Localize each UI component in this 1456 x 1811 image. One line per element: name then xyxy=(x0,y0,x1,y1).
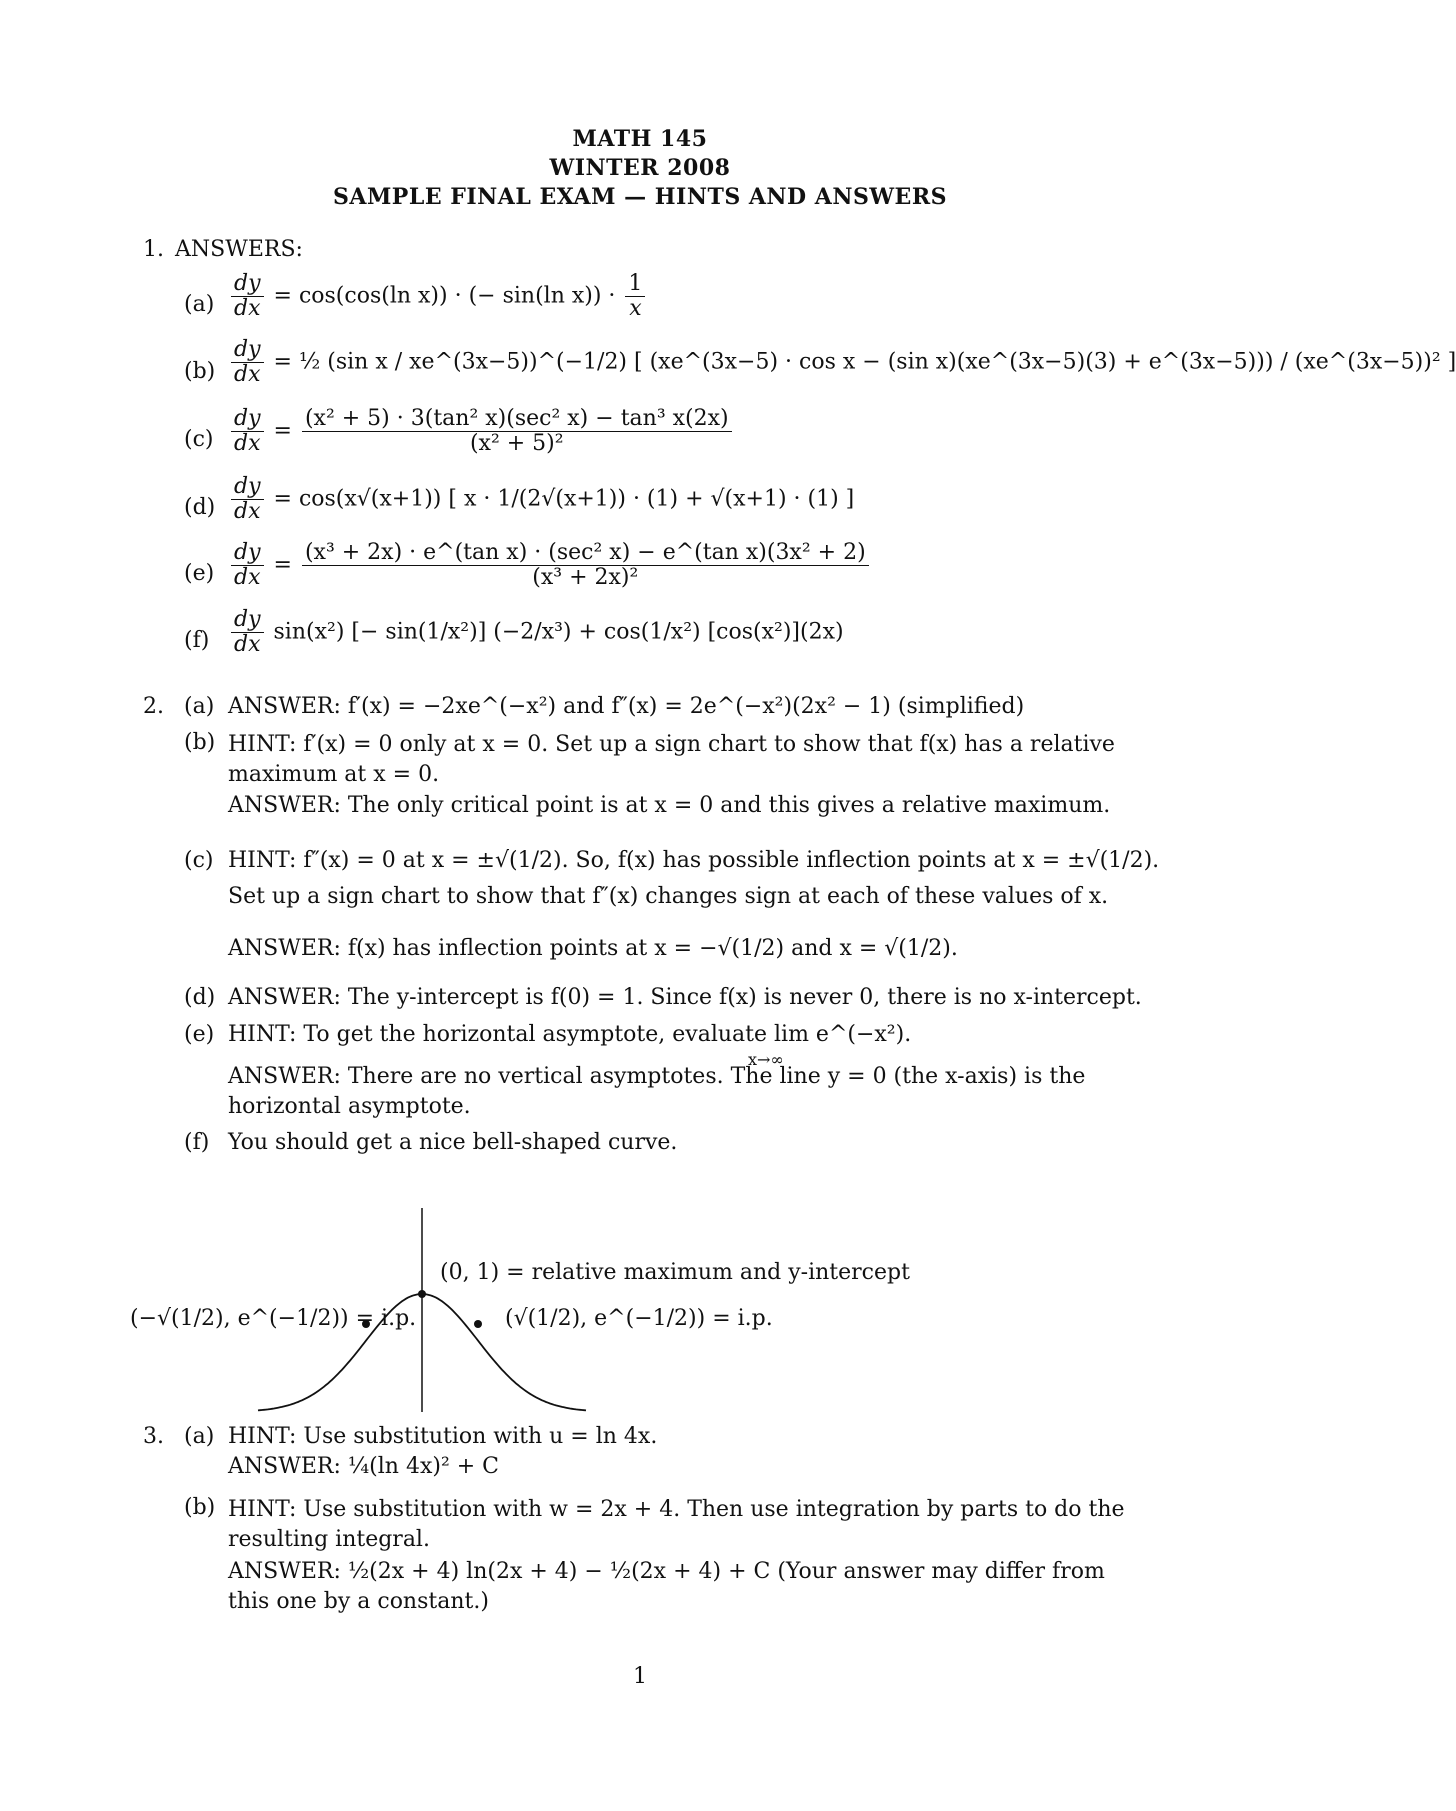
q3b-label: (b) xyxy=(184,1495,216,1520)
q1c-den: (x² + 5)² xyxy=(469,431,564,457)
q1f-label: (f) xyxy=(184,628,210,653)
q2c-label: (c) xyxy=(184,848,214,873)
q2b-answer: ANSWER: The only critical point is at x = 0 and this gives a relative maximum. xyxy=(228,793,1111,818)
page-number: 1 xyxy=(633,1664,647,1689)
right-inflection-point xyxy=(474,1320,482,1328)
q1b-rhs: = ½ (sin x / xe^(3x−5))^(−1/2) [ (xe^(3x−5) · cos x − (sin x)(xe^(3x−5)(3) + e^(3x−5))) / (xe^(3x−5))² ] xyxy=(273,349,1456,375)
left-ip-label: (−√(1/2), e^(−1/2)) = i.p. xyxy=(130,1306,417,1331)
q1d-equation: $\frac{dy}{dx}$ = cos(x√(x+1)) [ x · 1/(2√(x+1)) · (1) + √(x+1) · (1) ] xyxy=(228,475,854,524)
q1d-label: (d) xyxy=(184,495,216,520)
right-ip-label: (√(1/2), e^(−1/2)) = i.p. xyxy=(505,1306,773,1331)
q1c-equation: $\frac{dy}{dx}$ = $\frac{\text{(x² + 5) · 3(tan² x)(sec² x) − tan³ x(2x)}}{\text{(x² + 5)²}}$ xyxy=(228,407,735,456)
q3a-answer: ANSWER: ¼(ln 4x)² + C xyxy=(228,1454,500,1479)
q2d-answer: ANSWER: The y-intercept is f(0) = 1. Since f(x) is never 0, there is no x-intercept. xyxy=(228,985,1142,1010)
q1a-frac-den: x xyxy=(629,296,642,322)
q2e-limit-subscript: x→∞ xyxy=(748,1050,784,1069)
q2e-answer: ANSWER: There are no vertical asymptotes. The line y = 0 (the x-axis) is the horizontal asymptote. xyxy=(228,1064,1086,1119)
exam-title: SAMPLE FINAL EXAM — HINTS AND ANSWERS xyxy=(333,184,947,210)
max-point xyxy=(418,1290,426,1298)
q1a-label: (a) xyxy=(184,292,215,317)
q1a-frac-num: 1 xyxy=(625,272,645,297)
q1e-label: (e) xyxy=(184,561,215,586)
q1d-rhs: = cos(x√(x+1)) [ x · 1/(2√(x+1)) · (1) + √(x+1) · (1) ] xyxy=(273,486,855,512)
q1-heading: ANSWERS: xyxy=(175,237,303,262)
q3a-label: (a) xyxy=(184,1424,215,1449)
q1e-num: (x³ + 2x) · e^(tan x) · (sec² x) − e^(tan x)(3x² + 2) xyxy=(302,541,869,566)
dy: dy xyxy=(231,272,264,297)
q2b-hint: HINT: f′(x) = 0 only at x = 0. Set up a sign chart to show that f(x) has a relative maximum at x = 0. xyxy=(228,732,1115,787)
term-title: WINTER 2008 xyxy=(549,155,731,181)
max-label: (0, 1) = relative maximum and y-intercept xyxy=(440,1260,910,1285)
course-title: MATH 145 xyxy=(572,126,708,152)
q1b-equation: $\frac{dy}{dx}$ = ½ (sin x / xe^(3x−5))^(−1/2) [ (xe^(3x−5) · cos x − (sin x)(xe^(3x−5)(3) + e^(3x−5))) / (xe^(3x−5))² ] xyxy=(228,338,1456,387)
q1f-equation: $\frac{dy}{dx}$ sin(x²) [− sin(1/x²)] (−2/x³) + cos(1/x²) [cos(x²)](2x) xyxy=(228,608,844,657)
q3-number: 3. xyxy=(143,1424,164,1449)
q1-number: 1. xyxy=(143,237,164,262)
q3b-answer: ANSWER: ½(2x + 4) ln(2x + 4) − ½(2x + 4) + C (Your answer may differ from this one by a constant.) xyxy=(228,1559,1105,1614)
q2f-text: You should get a nice bell-shaped curve. xyxy=(228,1130,678,1155)
q1c-label: (c) xyxy=(184,427,214,452)
q1f-rhs: sin(x²) [− sin(1/x²)] (−2/x³) + cos(1/x²) [cos(x²)](2x) xyxy=(273,619,844,645)
q1b-label: (b) xyxy=(184,359,216,384)
q2a-answer: ANSWER: f′(x) = −2xe^(−x²) and f″(x) = 2e^(−x²)(2x² − 1) (simplified) xyxy=(228,694,1025,719)
q2c-hint-2: Set up a sign chart to show that f″(x) changes sign at each of these values of x. xyxy=(228,884,1109,909)
q2e-label: (e) xyxy=(184,1022,215,1047)
q1a-rhs: = cos(cos(ln x)) · (− sin(ln x)) · xyxy=(273,283,616,309)
q2a-label: (a) xyxy=(184,694,215,719)
q2e-hint: HINT: To get the horizontal asymptote, evaluate lim e^(−x²). xyxy=(228,1022,912,1047)
q2d-label: (d) xyxy=(184,985,216,1010)
q2c-answer: ANSWER: f(x) has inflection points at x = −√(1/2) and x = √(1/2). xyxy=(228,936,958,961)
q1e-den: (x³ + 2x)² xyxy=(532,565,639,591)
q2-number: 2. xyxy=(143,694,164,719)
dx: dx xyxy=(234,296,261,322)
q2c-hint: HINT: f″(x) = 0 at x = ±√(1/2). So, f(x) has possible inflection points at x = ±√(1/2). xyxy=(228,848,1160,873)
q2b-label: (b) xyxy=(184,730,216,755)
q1c-num: (x² + 5) · 3(tan² x)(sec² x) − tan³ x(2x) xyxy=(302,407,732,432)
q3a-hint: HINT: Use substitution with u = ln 4x. xyxy=(228,1424,658,1449)
q1e-equation: $\frac{dy}{dx}$ = $\frac{\text{(x³ + 2x) · e\textasciicircum{}(tan x) · (sec² x) − e\textasciicircum{}(tan x)(3x² + 2)}}{\text{(x³ + 2x)²}}$ xyxy=(228,541,872,590)
q3b-hint: HINT: Use substitution with w = 2x + 4. Then use integration by parts to do the resulting integral. xyxy=(228,1497,1125,1552)
q2f-label: (f) xyxy=(184,1130,210,1155)
